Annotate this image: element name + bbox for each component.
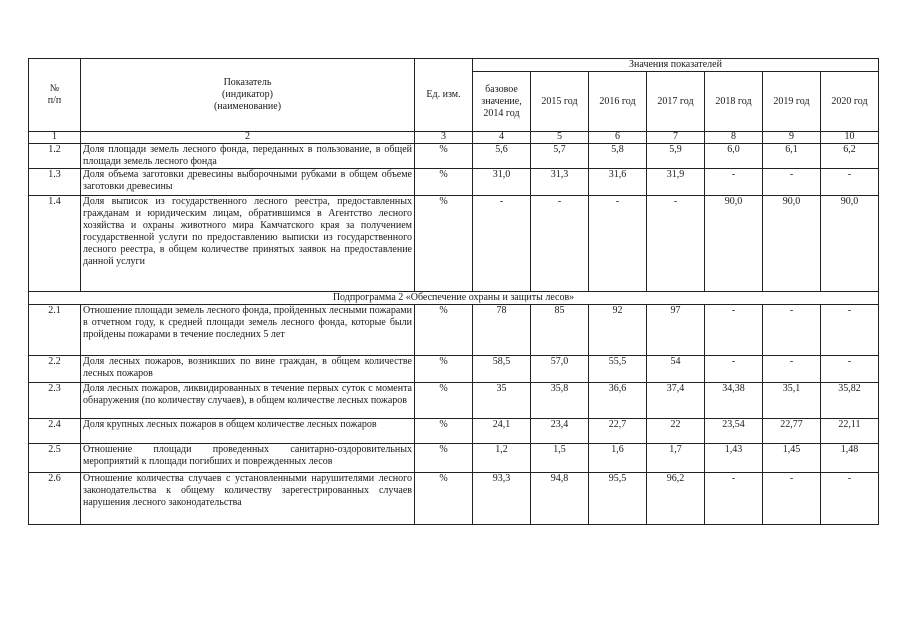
- value-cell: -: [821, 356, 879, 383]
- indicator-text: Отношение площади земель лесного фонда, пройденных лесными пожарами в отчетном году, к средней площади земель лесного фонда, которые были пройдены пожарами в течение последних 5 лет: [81, 305, 415, 356]
- column-number: 7: [647, 132, 705, 144]
- row-number: 2.5: [29, 444, 81, 473]
- value-cell: -: [705, 169, 763, 196]
- indicator-text: Доля объема заготовки древесины выборочными рубками в общем объеме заготовки древесины: [81, 169, 415, 196]
- value-cell: 31,3: [531, 169, 589, 196]
- unit-cell: %: [415, 356, 473, 383]
- indicator-text: Доля крупных лесных пожаров в общем количестве лесных пожаров: [81, 419, 415, 444]
- value-cell: 35,8: [531, 383, 589, 419]
- value-cell: 24,1: [473, 419, 531, 444]
- indicator-text: Отношение площади проведенных санитарно-оздоровительных мероприятий к площади погибших и поврежденных лесов: [81, 444, 415, 473]
- value-cell: 85: [531, 305, 589, 356]
- value-cell: -: [589, 196, 647, 292]
- header-year: 2016 год: [589, 72, 647, 132]
- header-year: 2015 год: [531, 72, 589, 132]
- column-number: 5: [531, 132, 589, 144]
- header-year: 2018 год: [705, 72, 763, 132]
- value-cell: -: [763, 473, 821, 525]
- column-number: 10: [821, 132, 879, 144]
- column-number: 1: [29, 132, 81, 144]
- unit-cell: %: [415, 169, 473, 196]
- header-year: 2017 год: [647, 72, 705, 132]
- row-number: 1.2: [29, 144, 81, 169]
- indicator-text: Доля лесных пожаров, ликвидированных в течение первых суток с момента обнаружения (по количеству случаев), в общем количестве лесных пожаров: [81, 383, 415, 419]
- row-number: 1.3: [29, 169, 81, 196]
- value-cell: -: [531, 196, 589, 292]
- value-cell: 92: [589, 305, 647, 356]
- value-cell: 5,9: [647, 144, 705, 169]
- header-base: базовое значение, 2014 год: [473, 72, 531, 132]
- table-row: [29, 383, 879, 419]
- value-cell: 94,8: [531, 473, 589, 525]
- value-cell: 58,5: [473, 356, 531, 383]
- value-cell: 31,6: [589, 169, 647, 196]
- value-cell: 22: [647, 419, 705, 444]
- value-cell: 97: [647, 305, 705, 356]
- value-cell: 36,6: [589, 383, 647, 419]
- value-cell: -: [821, 305, 879, 356]
- indicator-text: Доля выписок из государственного лесного реестра, предоставленных гражданам и юридическим лицам, обратившимся в Агентство лесного хозяйства и охраны животного мира Камчатского края за получением государственной услуги по предоставлению выписки из государственного лесного реестра, в общем количестве принятых заявок на предоставление данной услуги: [81, 196, 415, 292]
- header-year: 2020 год: [821, 72, 879, 132]
- indicators-table: [28, 58, 879, 525]
- value-cell: -: [763, 356, 821, 383]
- unit-cell: %: [415, 473, 473, 525]
- value-cell: 1,2: [473, 444, 531, 473]
- indicator-text: Доля лесных пожаров, возникших по вине граждан, в общем количестве лесных пожаров: [81, 356, 415, 383]
- value-cell: -: [705, 305, 763, 356]
- value-cell: 6,2: [821, 144, 879, 169]
- value-cell: 6,0: [705, 144, 763, 169]
- unit-cell: %: [415, 144, 473, 169]
- table-row: [29, 169, 879, 196]
- value-cell: 90,0: [763, 196, 821, 292]
- value-cell: 96,2: [647, 473, 705, 525]
- value-cell: -: [821, 169, 879, 196]
- table-row: [29, 356, 879, 383]
- table-row: [29, 305, 879, 356]
- unit-cell: %: [415, 419, 473, 444]
- table-row: [29, 419, 879, 444]
- value-cell: 78: [473, 305, 531, 356]
- value-cell: 5,7: [531, 144, 589, 169]
- value-cell: 54: [647, 356, 705, 383]
- value-cell: -: [473, 196, 531, 292]
- value-cell: -: [821, 473, 879, 525]
- value-cell: 1,6: [589, 444, 647, 473]
- value-cell: -: [705, 473, 763, 525]
- header-indicator: Показатель (индикатор) (наименование): [81, 59, 415, 132]
- value-cell: 5,6: [473, 144, 531, 169]
- value-cell: 1,48: [821, 444, 879, 473]
- column-numbers-row: [29, 132, 879, 144]
- value-cell: -: [763, 305, 821, 356]
- column-number: 2: [81, 132, 415, 144]
- unit-cell: %: [415, 444, 473, 473]
- row-number: 2.1: [29, 305, 81, 356]
- value-cell: 37,4: [647, 383, 705, 419]
- header-values-group: Значения показателей: [473, 59, 879, 72]
- value-cell: 90,0: [705, 196, 763, 292]
- table-row: [29, 473, 879, 525]
- value-cell: 95,5: [589, 473, 647, 525]
- value-cell: 93,3: [473, 473, 531, 525]
- value-cell: 34,38: [705, 383, 763, 419]
- indicator-text: Отношение количества случаев с установленными нарушителями лесного законодательства к общему количеству зарегестрированных случаев нарушения лесного законодательства: [81, 473, 415, 525]
- value-cell: 57,0: [531, 356, 589, 383]
- column-number: 6: [589, 132, 647, 144]
- value-cell: 35: [473, 383, 531, 419]
- value-cell: 35,1: [763, 383, 821, 419]
- value-cell: 31,9: [647, 169, 705, 196]
- header-year: 2019 год: [763, 72, 821, 132]
- header-num: № п/п: [29, 59, 81, 132]
- value-cell: 31,0: [473, 169, 531, 196]
- value-cell: 6,1: [763, 144, 821, 169]
- row-number: 2.2: [29, 356, 81, 383]
- unit-cell: %: [415, 305, 473, 356]
- row-number: 1.4: [29, 196, 81, 292]
- table-row: [29, 196, 879, 292]
- column-number: 9: [763, 132, 821, 144]
- unit-cell: %: [415, 196, 473, 292]
- value-cell: 22,77: [763, 419, 821, 444]
- value-cell: 1,45: [763, 444, 821, 473]
- table-row: [29, 444, 879, 473]
- value-cell: 22,11: [821, 419, 879, 444]
- value-cell: 55,5: [589, 356, 647, 383]
- value-cell: 1,5: [531, 444, 589, 473]
- column-number: 8: [705, 132, 763, 144]
- row-number: 2.4: [29, 419, 81, 444]
- subprogram-heading: Подпрограмма 2 «Обеспечение охраны и защиты лесов»: [29, 292, 879, 305]
- unit-cell: %: [415, 383, 473, 419]
- value-cell: 90,0: [821, 196, 879, 292]
- header-unit: Ед. изм.: [415, 59, 473, 132]
- value-cell: 22,7: [589, 419, 647, 444]
- value-cell: 1,43: [705, 444, 763, 473]
- value-cell: -: [647, 196, 705, 292]
- row-number: 2.3: [29, 383, 81, 419]
- value-cell: 23,4: [531, 419, 589, 444]
- column-number: 3: [415, 132, 473, 144]
- value-cell: 35,82: [821, 383, 879, 419]
- indicator-text: Доля площади земель лесного фонда, переданных в пользование, в общей площади земель лесного фонда: [81, 144, 415, 169]
- value-cell: 5,8: [589, 144, 647, 169]
- value-cell: -: [705, 356, 763, 383]
- value-cell: 1,7: [647, 444, 705, 473]
- row-number: 2.6: [29, 473, 81, 525]
- value-cell: -: [763, 169, 821, 196]
- value-cell: 23,54: [705, 419, 763, 444]
- column-number: 4: [473, 132, 531, 144]
- table-row: [29, 144, 879, 169]
